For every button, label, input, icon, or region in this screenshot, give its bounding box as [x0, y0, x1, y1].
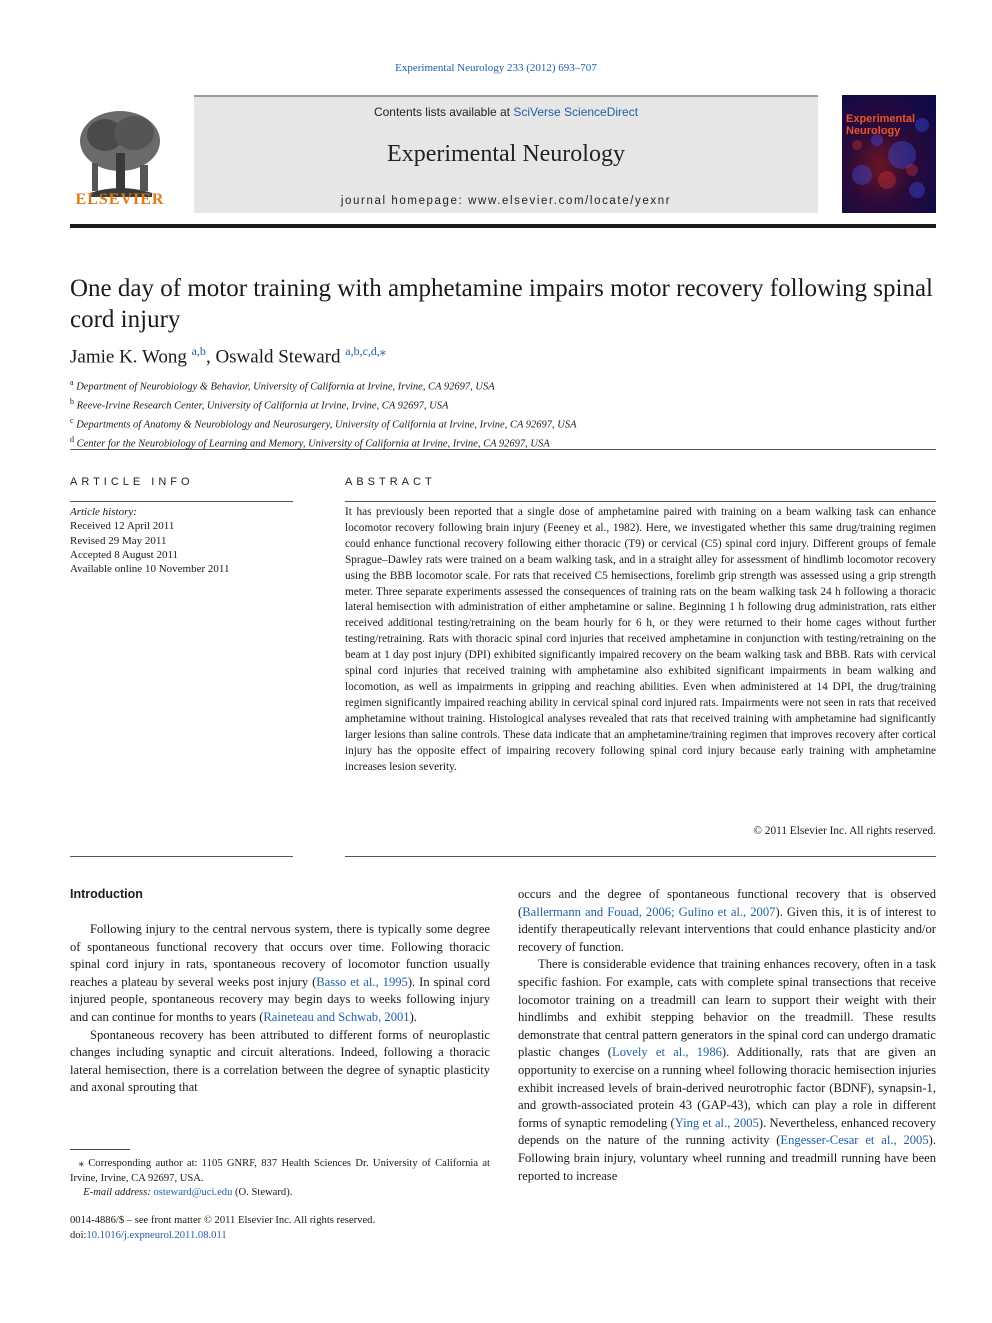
email-link[interactable]: osteward@uci.edu [153, 1187, 233, 1198]
introduction-heading: Introduction [70, 887, 143, 901]
author-name[interactable]: Jamie K. Wong [70, 346, 187, 368]
body-paragraph [70, 1027, 490, 1097]
journal-masthead [70, 95, 936, 215]
abstract-text: It has previously been reported that a single dose of amphetamine paired with training on a beam walking task can enhance locomotor recovery following brain injury (Feeney et al., 1982). Here, we investigated whether this same drug/training regimen could enhance functional recovery following either thoracic (T9) or cervical (C5) spinal cord injury. Different groups of female Sprague–Dawley rats were trained on a beam walking task, and in a straight alley for assessment of hindlimb locomotor recovery using the BBB locomotor scale. For rats that received C5 hemisections, forelimb grip strength was assessed using a grip strength meter. Three separate experiments assessed the consequences of training rats on the beam walking task 24 h following a thoracic lateral hemisection with administration of either amphetamine or saline. Beginning 1 h following drug administration, rats either received additional testing/retraining on the beam hourly for 6 h, or they were returned to their home cages without further testing/retraining. Rats with thoracic spinal cord injuries that received amphetamine in conjunction with testing/retraining on the beam at 1 day post injury (DPI) exhibited significantly impaired recovery on the beam walking task and BBB. Rats with cervical spinal cord injuries that received training with amphetamine also exhibited significant impairments in beam walking and locomotion, as well as impairments in gripping and reaching abilities. Even when administered at 14 DPI, the drug/training regimen significantly impaired reaching ability in cervical spinal cord injured rats. Impairments were not seen in rats that received amphetamine without training. Histological analyses revealed that rats that received training with amphetamine had significantly larger lesions than saline controls. These data indicate that an amphetamine/training regimen that improves recovery after cortical injury has the opposite effect of impairing recovery following spinal cord injury because early training with amphetamine increases lesion severity. [345, 506, 936, 773]
copyright-notice: © 2011 Elsevier Inc. All rights reserved. [753, 825, 936, 837]
body-paragraph [518, 956, 936, 1185]
abstract-bottom-rule [345, 856, 936, 857]
footnote-corresponding [70, 1157, 490, 1186]
citation-link[interactable]: Ballermann and Fouad, 2006; Gulino et al., 2007 [522, 904, 776, 919]
paragraph-text: Following injury to the central nervous system, there is typically some degree of spontaneous functional recovery that occurs over time. Following thoracic spinal cord injury in rats, spontaneous recovery of locomotor function usually reaches a plateau by several weeks post injury ( [70, 922, 490, 989]
front-matter [70, 1214, 490, 1243]
history-item: Revised 29 May 2011 [70, 534, 167, 547]
body-paragraph [518, 886, 936, 956]
affiliation-mark: c [70, 416, 74, 425]
body-column-right [518, 886, 936, 1185]
journal-name: Experimental Neurology [387, 141, 625, 167]
email-suffix: (O. Steward). [232, 1187, 293, 1198]
paragraph-text: ). In spinal cord injured people, spontaneous recovery may begin days to weeks following injury and can continue for months to years ( [70, 974, 490, 1024]
author-affiliation-marks[interactable]: a,b [191, 344, 206, 358]
banner-top-rule [194, 95, 818, 97]
journal-citation[interactable]: Experimental Neurology 233 (2012) 693–707 [395, 62, 597, 74]
author-separator: , [205, 346, 216, 368]
article-info-heading: ARTICLE INFO [70, 476, 194, 488]
section-divider [70, 449, 936, 450]
elsevier-wordmark: ELSEVIER [75, 191, 165, 208]
affiliation-item [70, 395, 936, 414]
abstract-heading: ABSTRACT [345, 476, 436, 488]
affiliation-item [70, 414, 936, 433]
sciencedirect-link[interactable]: SciVerse ScienceDirect [513, 105, 639, 119]
issn-line: 0014-4886/$ – see front matter © 2011 Elsevier Inc. All rights reserved. [70, 1215, 376, 1226]
journal-banner [194, 95, 818, 213]
author-name[interactable]: Oswald Steward [215, 346, 341, 368]
author-list [70, 344, 936, 368]
article-history [70, 505, 293, 576]
paragraph-text: ). Given this, it is of interest to identify therapeutically relevant interventions that could enhance plasticity and/or recovery of function. [518, 904, 936, 954]
affiliation-text: Department of Neurobiology & Behavior, University of California at Irvine, Irvine, CA 92697, USA [76, 381, 495, 393]
citation-link[interactable]: Raineteau and Schwab, 2001 [263, 1009, 410, 1024]
affiliation-mark: a [70, 378, 74, 387]
body-paragraph [70, 921, 490, 1027]
abstract-rule [345, 501, 936, 502]
journal-cover-thumbnail[interactable] [842, 95, 936, 213]
article-title: One day of motor training with amphetamine impairs motor recovery following spinal cord injury [70, 275, 933, 333]
paragraph-text: Spontaneous recovery has been attributed to different forms of neuroplastic changes including synaptic and circuit alterations. Indeed, following a thoracic lateral hemisection, there is a correlation between the degree of synaptic plasticity and axonal sprouting that [70, 1027, 490, 1095]
affiliation-list [70, 376, 936, 452]
doi-link[interactable]: 10.1016/j.expneurol.2011.08.011 [86, 1229, 227, 1241]
history-label: Article history: [70, 506, 137, 518]
corresponding-author-footnote [70, 1157, 490, 1201]
article-info-rule [70, 501, 293, 502]
doi-line [70, 1229, 490, 1244]
journal-homepage[interactable]: journal homepage: www.elsevier.com/locate/yexnr [340, 195, 672, 207]
affiliation-item [70, 376, 936, 395]
citation-link[interactable]: Ying et al., 2005 [674, 1115, 759, 1130]
article-info-bottom-rule [70, 856, 293, 857]
footnote-email [70, 1186, 490, 1201]
affiliation-mark: b [70, 397, 74, 406]
affiliation-text: Departments of Anatomy & Neurobiology and Neurosurgery, University of California at Irvine, Irvine, CA 92697, USA [76, 419, 577, 431]
footnote-rule [70, 1149, 130, 1150]
affiliation-text: Center for the Neurobiology of Learning and Memory, University of California at Irvine, Irvine, CA 92697, USA [76, 438, 550, 450]
footnote-corresponding-text: Corresponding author at: 1105 GNRF, 837 Health Sciences Dr. University of California at Irvine, Irvine, CA 92697, USA. [70, 1158, 490, 1184]
author-affiliation-marks[interactable]: a,b,c,d,⁎ [345, 344, 386, 358]
footnote-mark: ⁎ [78, 1158, 84, 1169]
paragraph-text: ). Additionally, rats that are given an opportunity to exercise on a running wheel following thoracic hemisection injuries exhibit increased levels of brain-derived neurotrophic factor (BDNF), synapsin-1, and growth-associated protein 43 (GAP-43), which can play a role in different forms of synaptic remodeling ( [518, 1045, 936, 1130]
paragraph-text: ). Following brain injury, voluntary wheel running and treadmill running have been reported to increase [518, 1133, 936, 1183]
paragraph-text: occurs and the degree of spontaneous functional recovery that is observed ( [518, 887, 936, 919]
citation-link[interactable]: Lovely et al., 1986 [612, 1045, 722, 1060]
header-rule [70, 224, 936, 228]
contents-prefix: Contents lists available at [373, 105, 514, 119]
affiliation-mark: d [70, 435, 74, 444]
history-item: Accepted 8 August 2011 [70, 548, 179, 561]
citation-link[interactable]: Engesser-Cesar et al., 2005 [780, 1133, 929, 1148]
cover-title: Experimental Neurology [846, 113, 916, 137]
affiliation-text: Reeve-Irvine Research Center, University of California at Irvine, Irvine, CA 92697, USA [76, 400, 449, 412]
history-item: Received 12 April 2011 [70, 520, 175, 533]
email-label: E-mail address: [83, 1187, 151, 1198]
history-item: Available online 10 November 2011 [70, 563, 230, 576]
paragraph-text: There is considerable evidence that training enhances recovery, often in a task specific fashion. For example, cats with complete spinal transections that receive locomotor training on a treadmill can learn to support their weight with their hindlimbs and exhibit stepping behavior on the treadmill. These results demonstrate that central pattern generators in the spinal cord can undergo dramatic plastic changes ( [518, 957, 936, 1060]
citation-link[interactable]: Basso et al., 1995 [316, 974, 408, 989]
doi-label: doi: [70, 1229, 87, 1241]
contents-line [194, 105, 818, 119]
paragraph-text: ). Nevertheless, enhanced recovery depends on the nature of the running activity ( [518, 1115, 936, 1148]
body-column-left [70, 921, 490, 1097]
paragraph-text: ). [409, 1009, 417, 1024]
